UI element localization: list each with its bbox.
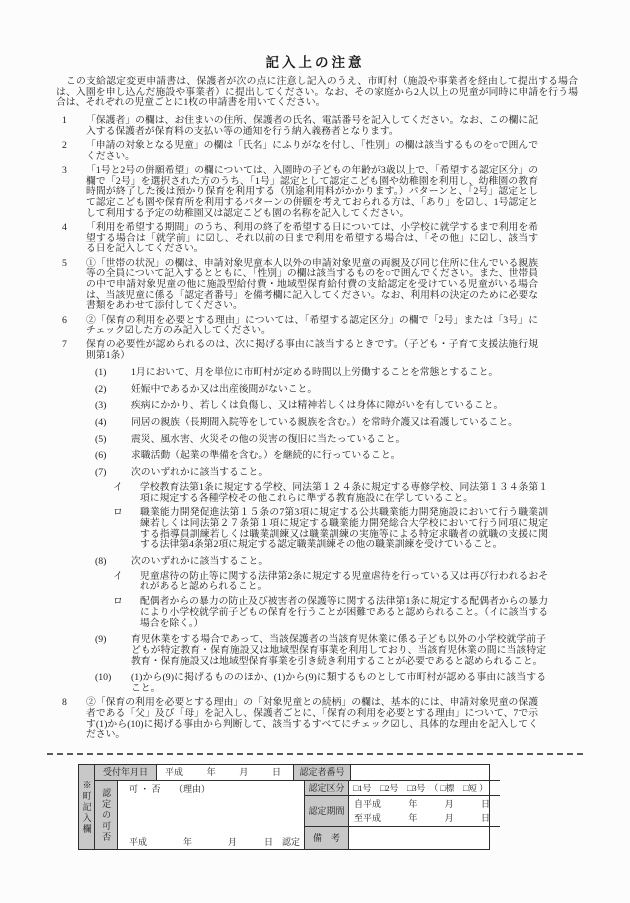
sub-item-text: 妊娠中であるか又は出産後間がないこと。: [131, 383, 318, 395]
sub-item-number: (9): [95, 634, 107, 646]
approval-yes-no-line: 可 ・ 否 （理由）: [129, 784, 211, 795]
sub-sub-item-text: 学校教育法第1条に規定する学校、同法第１２４条に規定する専修学校、同法第１３４条第１項に規定する各種学校その他これらに準ずる教育施設に在学していること。: [140, 481, 548, 504]
sub-sub-item-number: イ: [113, 570, 123, 582]
reason-item-3: [95, 401, 630, 412]
year-label: 年: [206, 767, 216, 778]
sub-sub-item-text: 児童虐待の防止等に関する法律第2条に規定する児童虐待を行っている又は再び行われるおそれがあると認められること。: [140, 570, 548, 593]
sub-item-text: 次のいずれかに該当すること。: [131, 467, 269, 479]
item-number: 8: [62, 697, 67, 709]
office-use-table: [78, 764, 490, 850]
era-label: 平成: [165, 767, 184, 778]
dashed-separator: [47, 753, 583, 755]
sub-item-number: (8): [95, 556, 107, 568]
sub-item-number: (4): [95, 416, 107, 428]
approval-vertical-label: 認定の可否: [95, 781, 118, 849]
remarks-field: [349, 827, 500, 849]
item-number: 1: [62, 115, 67, 127]
note-item-3: [62, 166, 630, 220]
certification-category-row: [305, 781, 500, 796]
reason-item-1: [95, 368, 630, 379]
sub-item-number: (6): [95, 450, 107, 462]
sub-sub-item-text: 配偶者からの暴力の防止及び被害者の保護等に関する法律第1条に規定する配偶者からの暴力により小学校就学前子どもの保育を行うことが困難であると認められること。（イに該当する場合を除く。）: [140, 596, 548, 629]
sub-item-text: 求職活動（起業の準備を含む。）を継続的に行っていること。: [131, 450, 401, 462]
sub-sub-item-number: ロ: [113, 596, 123, 608]
item-text: ①「世帯の状況」の欄は、申請対象児童本人以外の申請対象児童の両親及び同じ住所に住んでいる親族等の全員について記入するとともに、「性別」の欄は該当するものを○で囲んでください。また、世帯員の中で申請対象児童の他に施設型給付費・地域型保育給付費の支給認定を受けている児童がいる場合は、当該児童に係る「認定者番号」を備考欄に記入してください。なお、利用料の決定のために必要な書類をあわせて添付してください。: [86, 257, 538, 312]
item-text: ②「保育の利用を必要とする理由」については、「希望する認定区分」の欄で「2号」または「3号」にチェック☑した方のみ記入してください。: [86, 314, 538, 337]
year-label: 年: [408, 798, 418, 809]
note-item-4: [62, 223, 630, 255]
item-text: 「1号と2号の併願希望」の欄については、入園時の子どもの年齢が3歳以上で、「希望する認定区分」の欄で「2号」を選択された方のうち、「1号」認定として認定こども園や幼稚園を利用し、幼稚園の教育時間が終了した後は預かり保育を利用する（別途利用料がかかります。）パターンと、「2号」認定として認定こども園や保育所を利用するパターンの併願を考えておられる方は、「あり」を☑し、1号認定として利用する予定の幼稚園又は認定こども園の名称を記入してください。: [86, 164, 538, 219]
sub-item-number: (2): [95, 383, 107, 395]
month-label: 月: [444, 798, 454, 809]
certification-category-checkboxes: □1号 □2号 □3号 （ □標 □短 ）: [353, 783, 488, 794]
sub-sub-item-text: 職業能力開発促進法第１５条の7第3項に規定する公共職業能力開発施設において行う職業訓練若しくは同法第２７条第１項に規定する職業能力開発総合大学校において行う同項に規定する指導員訓練若しくは職業訓練又は職業訓練の実施等による特定求職者の就職の支援に関する法律第4条第2項に規定する認定職業訓練その他の職業訓練を受けていること。: [140, 507, 548, 551]
office-use-table-body: [95, 765, 500, 849]
sub-sub-item-number: イ: [113, 481, 123, 493]
reception-date-label: 受付年月日: [95, 765, 157, 780]
decision-rows: [95, 781, 500, 849]
sub-item-number: (10): [95, 672, 112, 684]
reason-item-9: [95, 635, 630, 667]
reason-item-8: [95, 557, 630, 568]
reason-item-7-b: [113, 508, 630, 551]
period-from-line: [354, 799, 490, 809]
sub-item-text: 育児休業をする場合であって、当該保護者の当該育児休業に係る子ども以外の小学校就学前子どもが特定教育・保育施設又は地域型保育事業を利用しており、当該育児休業の間に当該特定教育・保育施設又は地域型保育事業を引き続き利用することが必要であると認められること。: [131, 634, 546, 667]
reason-item-8-b: [113, 597, 630, 629]
certification-period-row: [305, 796, 500, 827]
item-number: 2: [62, 140, 67, 152]
sub-sub-item-number: ロ: [113, 507, 123, 519]
notes-list: [0, 116, 630, 741]
certification-category-label: 認定区分: [305, 781, 349, 795]
year-label: 年: [408, 812, 418, 823]
sub-item-number: (7): [95, 467, 107, 479]
sub-item-text: 震災、風水害、火災その他の災害の復旧に当たっていること。: [131, 433, 406, 445]
note-item-6: [62, 316, 630, 337]
sub-item-number: (1): [95, 366, 107, 378]
certifier-number-field: [351, 765, 500, 780]
month-label: 月: [444, 812, 454, 823]
sub-item-number: (3): [95, 400, 107, 412]
intro-paragraph: この支給認定変更申請書は、保護者が次の点に注意し記入のうえ、市町村（施設や事業者を経由して提出する場合は、入園を申し込んだ施設や事業者）に提出してください。なお、その家庭から2人以上の児童が同時に申請を行う場合は、それぞれの児童ごとに1枚の申請書を用いてください。: [56, 76, 578, 109]
approval-date-line: 平成 年 月 日 認定: [129, 836, 301, 847]
day-label: 日: [271, 767, 281, 778]
certifier-number-label: 認定者番号: [294, 765, 351, 780]
period-from-era-label: 自平成: [354, 798, 382, 809]
sub-item-text: 疾病にかかり、若しくは負傷し、又は精神若しくは身体に障がいを有していること。: [131, 400, 504, 412]
item-text: 保育の必要性が認められるのは、次に掲げる事由に該当するときです。（子ども・子育て支援法施行規則第1条）: [86, 339, 538, 362]
period-to-era-label: 至平成: [354, 812, 382, 823]
certification-period-fields: [349, 796, 500, 826]
reason-item-10: [95, 673, 630, 694]
reason-item-2: [95, 385, 630, 396]
item-number: 4: [62, 221, 67, 233]
reason-item-8-a: [113, 572, 630, 593]
note-item-1: [62, 116, 630, 137]
note-item-8: [62, 698, 630, 741]
note-item-7: [62, 340, 630, 361]
reason-item-5: [95, 435, 630, 446]
reception-date-field: [157, 765, 294, 780]
item-text: 「保護者」の欄は、お住まいの住所、保護者の氏名、電話番号を記入してください。なお、この欄に記入する保護者が保育料の支払い等の通知を行う納入義務者となります。: [86, 115, 538, 137]
reason-item-7-a: [113, 483, 630, 504]
remarks-row: [305, 827, 500, 849]
certification-period-label: 認定期間: [305, 796, 349, 826]
item-number: 5: [62, 257, 67, 269]
day-label: 日: [481, 812, 491, 823]
reason-item-7: [95, 468, 630, 479]
sub-item-text: (1)から(9)に掲げるもののほか、(1)から(9)に類するものとして市町村が認める事由に該当すること。: [131, 672, 546, 695]
month-label: 月: [239, 767, 249, 778]
item-text: ②「保育の利用を必要とする理由」の「対象児童との続柄」の欄は、基本的には、申請対象児童の保護者である「父」及び「母」を記入し、保護者ごとに、「保育の利用を必要とする理由」について、7で示す(1)から(10)に掲げる事由から判断して、該当するすべてにチェック☑し、具体的な理由を記入してください。: [86, 697, 538, 741]
sub-item-text: 1月において、月を単位に市町村が定める時間以上労働することを常態とすること。: [131, 366, 499, 378]
note-item-5: [62, 259, 630, 313]
sub-item-text: 同居の親族（長期間入院等をしている親族を含む。）を常時介護又は看護していること。: [131, 416, 518, 428]
item-text: 「申請の対象となる児童」の欄は「氏名」にふりがなを付し、「性別」の欄は該当するものを○で囲んでください。: [86, 140, 538, 162]
sub-item-number: (5): [95, 433, 107, 445]
item-number: 3: [62, 164, 67, 176]
period-to-line: [354, 813, 490, 823]
page-title: 記入上の注意: [265, 55, 365, 70]
certification-detail-column: [305, 781, 500, 849]
reason-item-4: [95, 418, 630, 429]
item-text: 「利用を希望する期間」のうち、利用の終了を希望する日については、小学校に就学するまで利用を希望する場合は「就学前」に☑し、それ以前の日まで利用を希望する場合は、「その他」に☑し、該当する日を記入してください。: [86, 221, 538, 255]
item-number: 7: [62, 339, 67, 351]
day-label: 日: [481, 798, 491, 809]
sub-item-text: 次のいずれかに該当すること。: [131, 556, 269, 568]
reason-item-6: [95, 451, 630, 462]
note-item-2: [62, 141, 630, 162]
office-use-vertical-label: ※町記入欄: [79, 765, 95, 849]
reception-row: [95, 765, 500, 781]
approval-field: [118, 781, 305, 849]
remarks-label: 備 考: [305, 827, 349, 849]
item-number: 6: [62, 314, 67, 326]
